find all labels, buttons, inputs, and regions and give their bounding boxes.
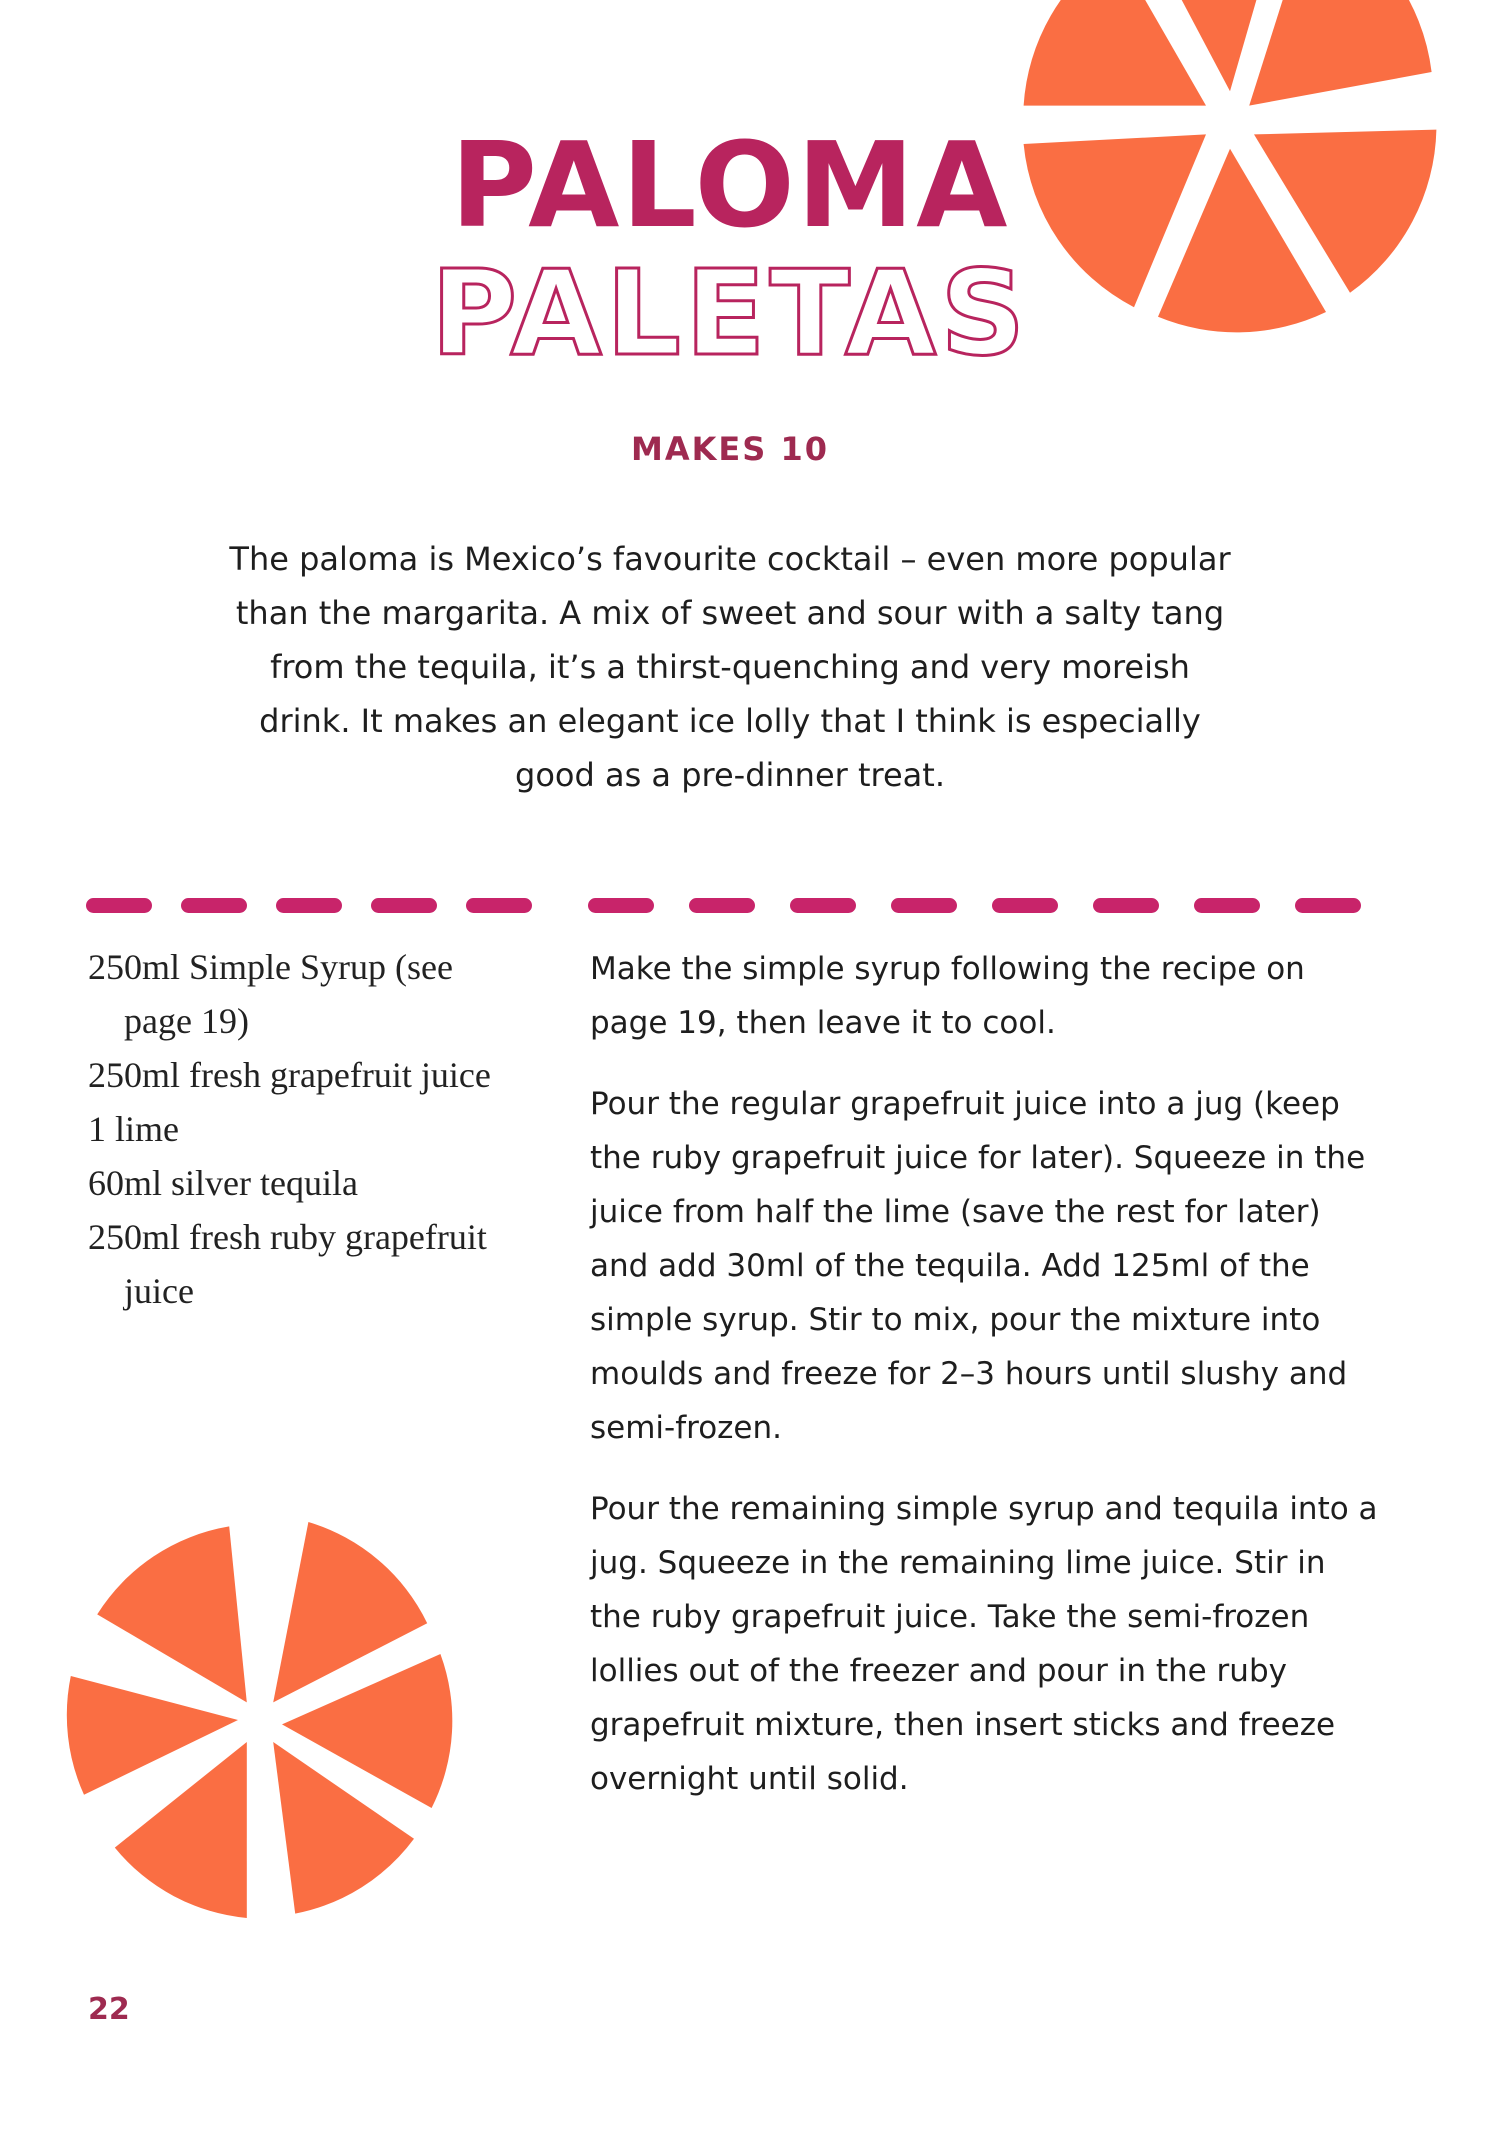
divider-dash [276, 898, 342, 913]
divider-dash [588, 898, 654, 913]
ingredients-list [88, 940, 528, 1318]
divider-dash [1194, 898, 1260, 913]
divider-dash [891, 898, 957, 913]
divider-dash [992, 898, 1058, 913]
grapefruit-slice-icon [40, 1500, 480, 1940]
method-step: Pour the regular grapefruit juice into a jug (keep the ruby grapefruit juice for later). Squeeze in the juice from half the lime (save the rest for later) and add 30ml of the tequila. Add 125ml of the simple syrup. Stir to mix, pour the mixture into moulds and freeze for 2–3 hours until slushy and semi-frozen. [590, 1086, 1366, 1446]
ingredients-divider [86, 898, 531, 914]
ingredient-item: 1 lime [88, 1109, 179, 1149]
recipe-title-line1: PALOMA [450, 116, 1010, 254]
divider-dash [1295, 898, 1361, 913]
ingredient-item: 60ml silver tequila [88, 1163, 358, 1203]
recipe-title-line2: PALETAS [430, 244, 1030, 382]
intro-paragraph: The paloma is Mexico’s favourite cocktail – even more popular than the margarita. A mix of sweet and sour with a salty tang from the tequila, it’s a thirst-quenching and very moreish drink. It makes an elegant ice lolly that I think is especially good as a pre-dinner treat. [229, 540, 1231, 794]
divider-dash [689, 898, 755, 913]
divider-dash [1093, 898, 1159, 913]
divider-dash [371, 898, 437, 913]
divider-dash [86, 898, 152, 913]
page-number: 22 [88, 1992, 130, 2027]
method-step: Pour the remaining simple syrup and tequila into a jug. Squeeze in the remaining lime juice. Stir in the ruby grapefruit juice. Take the semi-frozen lollies out of the freezer and pour in the ruby grapefruit mixture, then insert sticks and freeze overnight until solid. [590, 1491, 1378, 1797]
ingredient-item: 250ml fresh ruby grapefruit juice [88, 1217, 487, 1311]
ingredient-item: 250ml fresh grapefruit juice [88, 1055, 491, 1095]
method-step: Make the simple syrup following the recipe on page 19, then leave it to cool. [590, 951, 1305, 1041]
method-steps [590, 942, 1380, 1833]
yield-label: MAKES 10 [631, 430, 829, 468]
method-divider [588, 898, 1360, 914]
divider-dash [181, 898, 247, 913]
ingredient-item: 250ml Simple Syrup (see page 19) [88, 947, 453, 1041]
divider-dash [790, 898, 856, 913]
divider-dash [466, 898, 532, 913]
